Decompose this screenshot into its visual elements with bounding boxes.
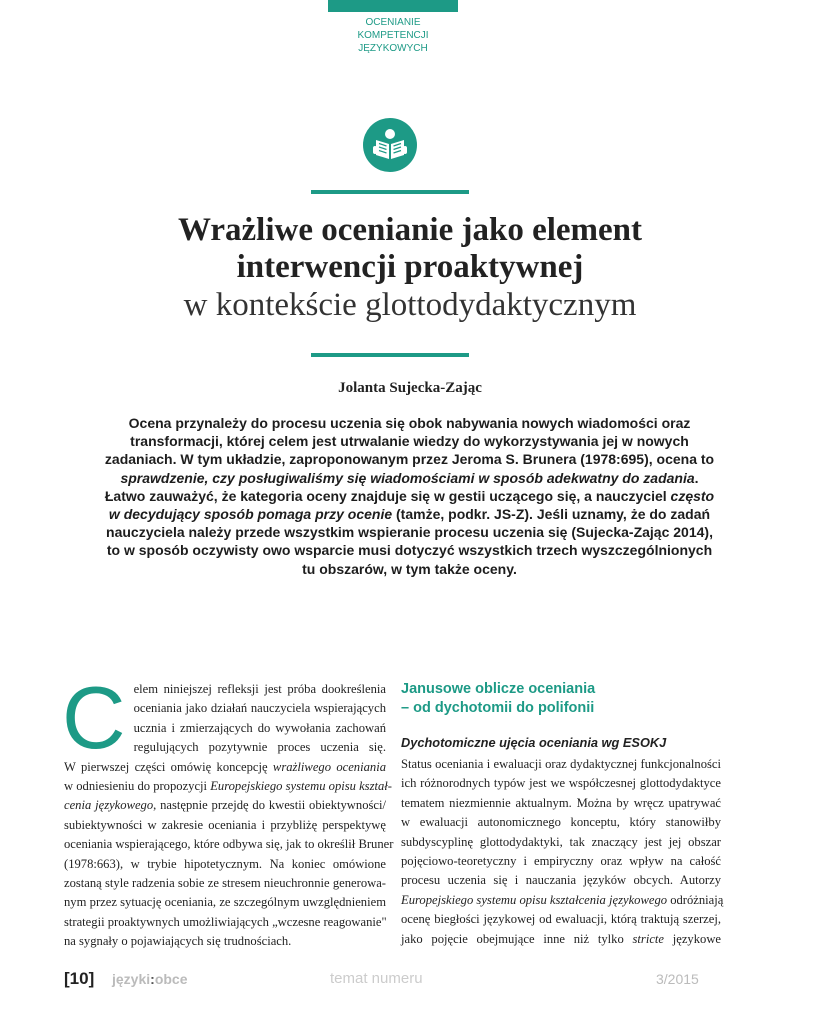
title-line: interwencji proaktywnej bbox=[236, 249, 584, 285]
body-italic: wrażliwego oceniania bbox=[272, 759, 386, 774]
issue-topic: temat numeru bbox=[330, 970, 423, 987]
body-line bbox=[64, 777, 392, 796]
body-line: oceniania wspierającego, które odbywa się, jak to określił Bruner bbox=[64, 837, 394, 852]
brand-part: obce bbox=[154, 971, 188, 987]
body-line: ucznia i zmierzających do wywołania zachowań bbox=[133, 720, 386, 735]
body-text: w odniesieniu do propozycji bbox=[64, 779, 211, 794]
author-name: Jolanta Sujecka-Zając bbox=[338, 380, 482, 396]
abstract-text: . Łatwo zauważyć, że kategoria oceny znajduje się w gestii uczącego się, a nauczyciel bbox=[104, 469, 699, 504]
body-line: nym przez sytuację oceniania, ze szczególnym uwzględnieniem bbox=[64, 895, 386, 910]
brand-part: języki bbox=[112, 971, 151, 987]
body-line: na sygnały o pojawiających się trudnościach. bbox=[64, 934, 292, 949]
heading-line: – od dychotomii do polifonii bbox=[401, 700, 595, 716]
body-line: w ewaluacji autonomicznego konceptu, który stanowiłby bbox=[401, 815, 721, 830]
body-text: , następnie przejdę do kwestii obiektywności/ bbox=[153, 798, 386, 813]
body-italic: cenia językowego bbox=[64, 798, 154, 813]
title-top-rule bbox=[311, 190, 469, 194]
page-footer bbox=[0, 969, 819, 993]
section-label-line: JĘZYKOWYCH bbox=[358, 43, 428, 54]
body-text: odróżniają bbox=[667, 892, 724, 907]
body-line: (1978:663), w trybie hipotetycznym. Na koniec omówione bbox=[64, 856, 386, 871]
page-number: [10] bbox=[64, 969, 95, 988]
body-line: subiektywności w zakresie oceniania i przybliżę perspektywę bbox=[64, 817, 386, 832]
right-column bbox=[401, 680, 724, 949]
left-column bbox=[62, 668, 394, 952]
body-line: regulujących pozytywnie proces uczenia się. bbox=[133, 740, 386, 755]
body-text: jako pojęcie obejmujące inne niż tylko bbox=[401, 931, 633, 946]
body-line: tematem niezmiennie aktualnym. Można by wręcz upatrywać bbox=[401, 795, 721, 810]
body-italic: Europejskiego systemu opisu kształcenia językowego bbox=[401, 892, 668, 907]
brand-separator: : bbox=[150, 971, 155, 987]
body-italic: Europejskiego systemu opisu kształ- bbox=[210, 779, 392, 794]
abstract-text: Ocena przynależy do procesu uczenia się obok nabywania nowych wiadomości oraz transformacji, której celem jest utrwalanie wiedzy do wykorzystywania jej w nowych zadaniach. W tym układzie, zaproponowanym przez Jeroma S. Brunera (1978:695), ocena to bbox=[104, 415, 715, 468]
title-bottom-rule bbox=[311, 353, 469, 357]
section-label bbox=[328, 16, 458, 55]
body-line bbox=[401, 930, 721, 949]
title-line: Wrażliwe ocenianie jako element bbox=[177, 212, 643, 248]
page-number-value: 10 bbox=[69, 969, 89, 988]
issue-number: 3/2015 bbox=[656, 971, 699, 987]
subsection-heading: Dychotomiczne ujęcia oceniania wg ESOKJ bbox=[401, 735, 667, 750]
section-label-line: OCENIANIE bbox=[365, 17, 421, 28]
body-line: oceniania jako działań nauczyciela wspierających bbox=[133, 701, 386, 716]
section-tab-bar bbox=[328, 0, 458, 12]
body-italic: stricte bbox=[632, 931, 664, 946]
article-title bbox=[60, 212, 760, 324]
body-line: pojęciowo-teoretyczny i empiryczny oraz wpływ na całość bbox=[401, 854, 721, 869]
article-abstract bbox=[102, 414, 717, 578]
abstract-italic: często w decydujący sposób pomaga przy ocenie bbox=[108, 487, 715, 523]
body-line: zostaną style radzenia sobie ze stresem nieuchronnie generowa- bbox=[64, 876, 386, 891]
magazine-brand bbox=[112, 971, 188, 987]
abstract-italic: sprawdzenie, czy posługiwaliśmy się wiadomościami w sposób adekwatny do zadania bbox=[120, 469, 695, 486]
body-line: procesu uczenia się i nauczania języków obcych. Autorzy bbox=[401, 873, 721, 888]
body-line: subdyscyplinę glottodydaktyki, tak znaczący jest jej obszar bbox=[401, 834, 721, 849]
reading-person-icon bbox=[363, 118, 417, 172]
body-line: elem niniejszej refleksji jest próba dookreślenia bbox=[133, 682, 386, 696]
body-line bbox=[64, 758, 386, 777]
body-line: Status oceniania i ewaluacji oraz dydaktycznej funkcjonalności bbox=[401, 757, 721, 771]
body-line: ich różnorodnych typów jest we współczesnej glottodydaktyce bbox=[401, 776, 721, 791]
body-line: strategii proaktywnych umożliwiających „wczesne reagowanie" bbox=[64, 914, 387, 929]
body-text: językowe bbox=[664, 931, 721, 946]
heading-line: Janusowe oblicze oceniania bbox=[401, 681, 596, 697]
section-label-line: KOMPETENCJI bbox=[357, 30, 429, 41]
body-text: W pierwszej części omówię koncepcję bbox=[64, 759, 273, 774]
body-line bbox=[401, 891, 724, 910]
body-line: ocenę biegłości językowej od ewaluacji, którą traktują szerzej, bbox=[401, 912, 721, 927]
section-heading bbox=[401, 680, 721, 718]
body-line bbox=[64, 796, 386, 815]
abstract-text: (tamże, podkr. JS-Z). Jeśli uznamy, że do zadań nauczyciela należy przede wszystkim wspieranie procesu uczenia się (Sujecka-Zając 2014), to w sposób oczywisty owo wsparcie musi dotyczyć wszystkich trzech wyszczególnionych tu obszarów, w tym także oceny. bbox=[106, 506, 713, 577]
drop-cap: C bbox=[62, 668, 126, 767]
subtitle-line: w kontekście glottodydaktycznym bbox=[183, 287, 637, 323]
